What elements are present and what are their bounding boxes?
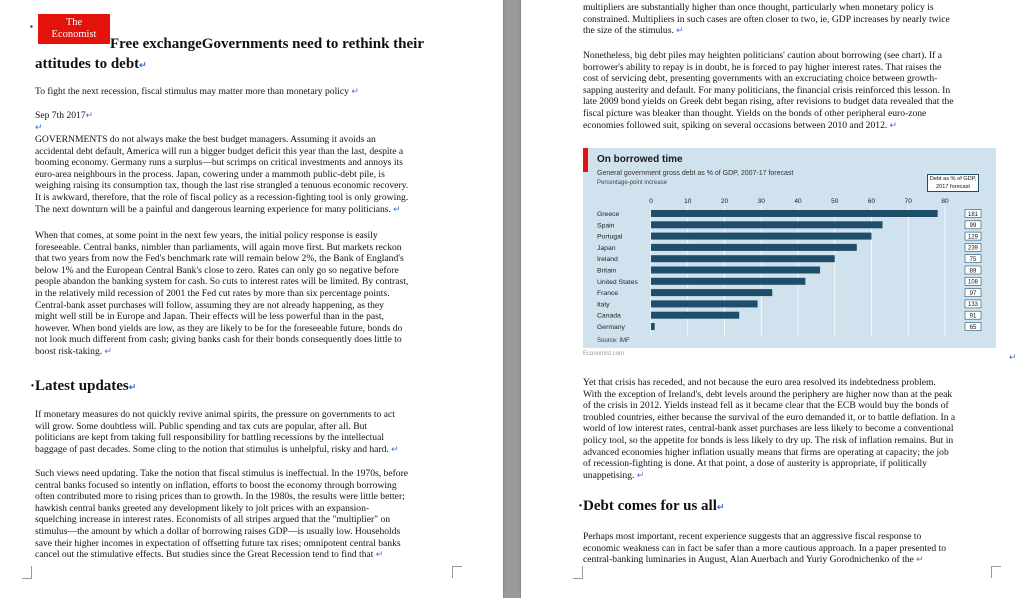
text-line: euro-area neighbours in the process. Japan, cowering under a mammoth public-debt pile, is [35,168,385,180]
chart-subtitle: General government gross debt as % of GDP, 2007-17 forecast [597,170,794,177]
text-line: GOVERNMENTS do not always make the best budget managers. Assuming it avoids an [35,134,376,145]
bar [651,267,820,274]
bar [651,255,835,262]
text-line: Yet that crisis has receded, and not because the euro area resolved its indebtedness problem. [583,377,936,388]
text-line: If monetary measures do not quickly revive animal spirits, the pressure on governments to act [35,409,395,420]
bar [651,210,938,217]
text-line: not look much different from cash; giving banks cash for their bonds consequently does little to [35,334,402,346]
text-line: hawkish central banks greeted any development likely to jolt prices with an expansion- [35,502,370,514]
text-line: The next downturn will be a painful and dangerous learning experience for many politicians. ↵ [35,203,401,215]
heading-latest-updates: ·Latest updates↵ [30,378,137,394]
crop-mark [991,566,1001,579]
text-line: squelching increase in interest rates. Economists of all stripes argued that the "multiplier" on [35,514,391,526]
debt-value-label: 65 [969,324,977,331]
text-line: often contributed more to rising prices than to growth. In the 1980s, the results were little better; [35,491,405,503]
category-label: United States [597,278,638,286]
text-line: late 2009 bond yields on Greek debt began rising, after revisions to budget data revealed that the [583,96,954,108]
text-line: Central-bank asset purchases will follow, assuming they are not already happening, as they [35,299,384,311]
text-line: of recession-fighting is done. At that point, a dose of austerity is appropriate, if politically [583,458,927,470]
x-tick-label: 70 [904,198,912,205]
category-label: France [597,290,619,298]
text-line: cost of servicing debt, presenting governments with an excruciating choice between growth- [583,73,938,85]
text-line: in the relatively mild recession of 2001 the Fed cut rates by more than six percentage points. [35,287,390,299]
crop-mark [452,566,462,579]
x-tick-label: 20 [720,198,729,205]
text-line: accidental debt default, America will run a bigger budget deficit this year than the last, despite a [35,145,404,157]
category-label: Portugal [597,233,623,241]
debt-value-label: 97 [969,290,977,297]
debt-value-label: 133 [967,302,979,309]
text-line: booming economy. Germany runs a surplus—but scrimps on critical investments and annoys its [35,157,403,169]
text-line: When that comes, at some point in the next few years, the initial policy response is easily [35,230,378,241]
debt-value-label: 129 [967,234,979,241]
chart-web-credit: Economist.com [583,351,625,357]
x-tick-label: 60 [867,198,876,205]
chart-source: Source: IMF [597,338,630,344]
bar [651,233,872,240]
x-tick-label: 10 [684,198,692,205]
x-tick-label: 0 [649,198,653,205]
text-line: baggage of past decades. Some cling to the notion that stimulus is unhelpful, risky and hard. ↵ [35,443,399,455]
paragraph-8 [583,531,1013,566]
text-line: stimulus—the amount by which a dollar of borrowing raises GDP—is usually low. Households [35,525,401,537]
text-line: weighing raising its consumption tax, though the last rise strangled a tenuous economic recovery. [35,180,409,192]
chart-subtitle-2: Percentage-point increase [597,180,668,186]
text-line: Perhaps most important, recent experience suggests that an aggressive fiscal response to [583,531,922,542]
x-tick-label: 30 [757,198,765,205]
text-line: unappetising. ↵ [583,469,645,481]
paragraph-5 [583,2,1013,37]
text-line: With the exception of Ireland's, debt levels around the periphery are higher now than at the peak [583,388,953,400]
text-line: advanced economies higher inflation usually means that firms are operating at capacity; the job [583,446,949,458]
text-line: save their higher incomes in expectation of offsetting future tax rises; omnipotent central banks [35,537,401,549]
x-tick-label: 50 [831,198,839,205]
chart-title: On borrowed time [597,154,683,165]
category-label: Germany [597,324,625,331]
text-line: the size of the stimulus. ↵ [583,25,684,37]
empty-paragraph-mark: ↵ [1009,352,1017,362]
chart-accent-bar [583,148,588,172]
debt-value-label: 75 [969,257,977,263]
text-line: boost risk-taking. ↵ [35,345,112,357]
bar [651,323,655,330]
article-title: Free exchangeGovernments need to rethink their attitudes to debt↵ [35,36,424,72]
crop-mark [22,566,32,579]
category-label: Italy [597,301,610,309]
title-part-1: Free exchange [110,36,202,52]
paragraph-3 [35,409,495,455]
text-line: might well still be in Europe and Japan. Their effects will be less powerful than in the past, [35,311,384,323]
text-line: constrained. Multipliers in such cases are often closer to two, ie, GDP increases by nearly twice [583,13,950,25]
chart-note-box: Debt as % of GDP, 2017 forecast [927,174,979,192]
text-line: multipliers are substantially higher than once thought, particularly when monetary policy is [583,2,934,13]
text-line: borrower's ability to repay is in doubt, he is forced to pay higher interest rates. That raises the [583,61,942,73]
text-line: troubled countries, either because the survival of the euro demanded it, or to battle deflation. In a [583,411,956,423]
paragraph-7 [583,377,1013,481]
text-line: below 1% and the European Central Bank's close to zero. Rates can only go so negative before [35,264,399,276]
debt-chart [583,148,996,348]
text-line: that two years from now the Fed's benchmark rate will remain below 2%, the Bank of England's [35,253,404,265]
category-label: Ireland [597,256,618,264]
category-label: Canada [597,312,621,320]
bar [651,278,805,285]
bullet-marker: ▪ [30,22,33,31]
paragraph-6 [583,50,1013,131]
empty-paragraph-mark: ↵ [35,122,43,132]
debt-value-label: 89 [969,268,977,275]
paragraph-2 [35,230,495,358]
text-line: sapping austerity and default. For many politicians, the financial crisis reinforced this lesson. In [583,84,951,96]
bar [651,312,739,319]
heading-debt-comes: ·Debt comes for us all↵ [578,498,725,514]
document-page-left [0,0,503,598]
crop-mark [573,566,583,579]
category-label: Spain [597,222,615,230]
text-line: world of low interest rates, central-bank asset purchases are less likely to become a conventional [583,423,954,435]
text-line: Such views need updating. Take the notion that fiscal stimulus is ineffectual. In the 1970s, before [35,468,409,479]
bar [651,244,857,251]
category-label: Britain [597,267,617,275]
paragraph-4 [35,468,495,561]
text-line: people abandon the banking system for cash. So cuts to interest rates will be limited. By contrast, [35,276,409,288]
bar [651,221,883,228]
bar [651,289,772,296]
text-line: will grow. Some doubtless will. Public spending and tax cuts are popular, after all. But [35,420,368,432]
title-part-2: Governments need to rethink their attitudes to debt [35,36,424,72]
debt-value-label: 108 [967,279,979,286]
text-line: fiscal picture was bleaker than thought. Yields on the bonds of other peripheral euro-zone [583,107,927,119]
paragraph-1 [35,134,495,215]
debt-value-label: 239 [967,245,979,252]
text-line: foreseeable. Central banks, nimbler than parliaments, will again move first. But markets reckon [35,241,402,253]
chart-plot [583,148,996,348]
debt-value-label: 91 [969,313,977,320]
x-tick-label: 80 [941,198,949,205]
article-subtitle: To fight the next recession, fiscal stimulus may matter more than monetary policy ↵ [35,86,359,97]
text-line: Nonetheless, big debt piles may heighten politicians' caution about borrowing (see chart). If a [583,50,942,61]
economist-logo: The Economist [38,14,110,44]
text-line: politicians are kept from taking full responsibility for battling recessions by the intellectual [35,432,385,444]
text-line: economic weakness can in fact be safer than a more cautious approach. In a paper presented to [583,542,947,554]
debt-value-label: 181 [967,211,979,218]
text-line: central banks focused so intently on inflation, efforts to boost the economy through borrowing [35,479,397,491]
text-line: cancel out the stimulative effects. But studies since the Great Recession tend to find that ↵ [35,549,384,561]
category-label: Japan [597,244,616,252]
bar [651,300,758,307]
text-line: It is awkward, therefore, that the role of fiscal policy as a recession-fighting tool is only growing. [35,191,409,203]
x-tick-label: 40 [794,198,802,205]
text-line: of the crisis in 2012. Yields instead fell as it became clear that the ECB would buy the bonds of [583,400,949,412]
category-label: Greece [597,211,620,218]
text-line: policy tool, so the appetite for bonds is less likely to dry up. The risk of inflation remains. But in [583,434,954,446]
debt-value-label: 99 [969,223,977,230]
text-line: however. When bond yields are low, as they are likely to be for the foreseeable future, bonds do [35,322,403,334]
text-line: central-banking luminaries in August, Alan Auerbach and Yuriy Gorodnichenko of the ↵ [583,554,924,566]
article-date: Sep 7th 2017↵ [35,110,94,121]
text-line: economies followed suit, spiking on several occasions between 2010 and 2012. ↵ [583,119,898,131]
